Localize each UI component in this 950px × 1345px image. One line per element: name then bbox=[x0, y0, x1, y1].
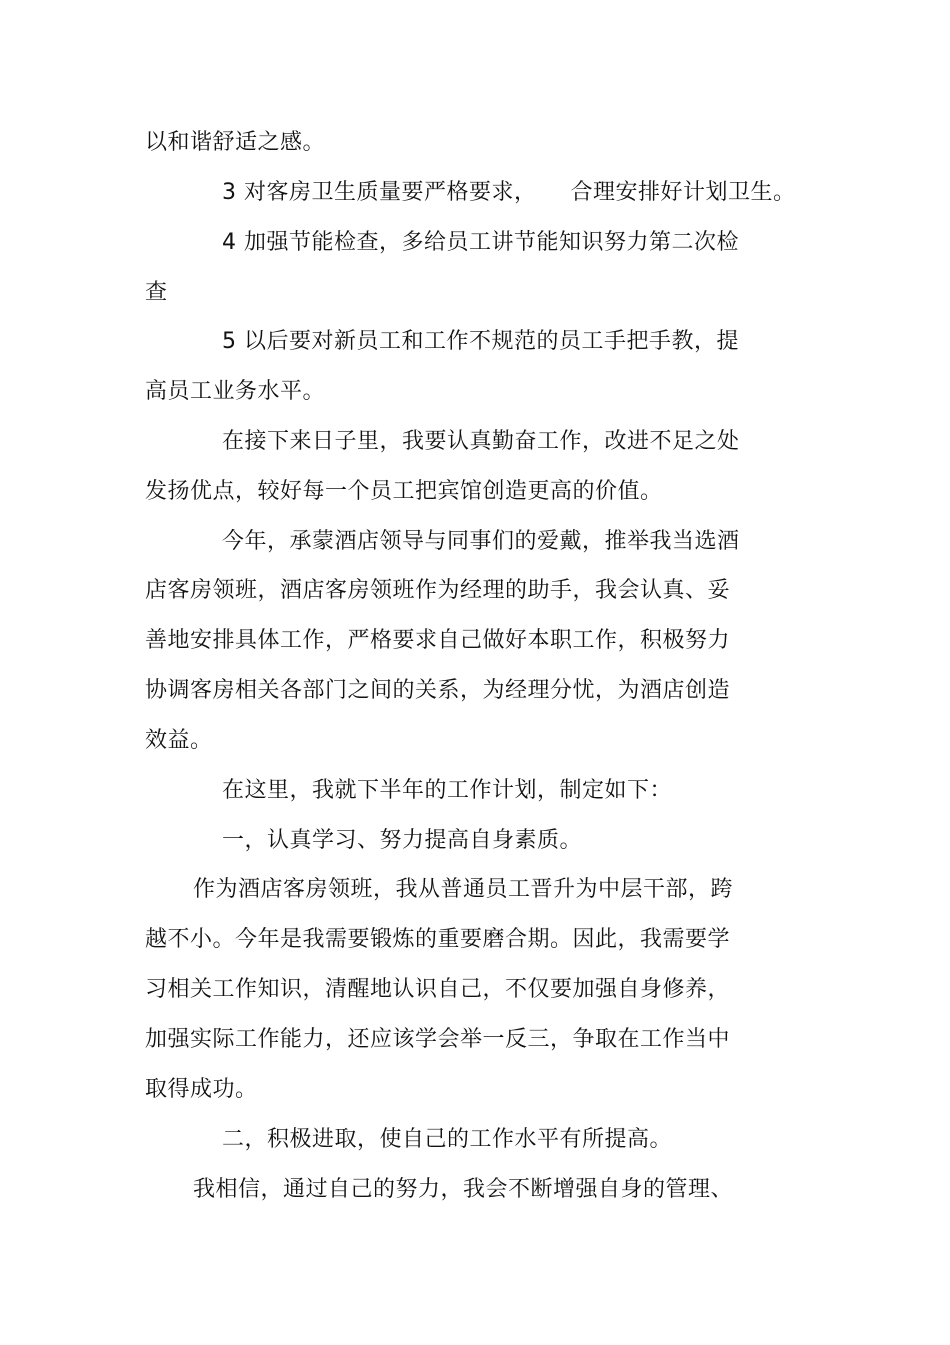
text-line: 以和谐舒适之感。 bbox=[145, 130, 326, 155]
section-heading: 一，认真学习、努力提高自身素质。 bbox=[222, 828, 583, 853]
text-line: 店客房领班，酒店客房领班作为经理的助手，我会认真、妥 bbox=[145, 578, 731, 603]
section-heading: 二，积极进取，使自己的工作水平有所提高。 bbox=[222, 1127, 673, 1152]
text-line: 作为酒店客房领班，我从普通员工晋升为中层干部，跨 bbox=[193, 877, 734, 902]
text-line: 4 加强节能检查，多给员工讲节能知识努力第二次检 bbox=[222, 230, 739, 255]
text-line: 在这里，我就下半年的工作计划，制定如下： bbox=[222, 778, 673, 803]
text-line: 习相关工作知识，清醒地认识自己，不仅要加强自身修养， bbox=[145, 977, 731, 1002]
text-line: 效益。 bbox=[145, 728, 213, 753]
text-line: 越不小。今年是我需要锻炼的重要磨合期。因此，我需要学 bbox=[145, 927, 731, 952]
text-line: 取得成功。 bbox=[145, 1077, 258, 1102]
text-line: 今年，承蒙酒店领导与同事们的爱戴，推举我当选酒 bbox=[222, 529, 740, 554]
text-line: 我相信，通过自己的努力，我会不断增强自身的管理、 bbox=[193, 1177, 734, 1202]
text-line: 查 bbox=[145, 280, 168, 305]
text-line: 在接下来日子里，我要认真勤奋工作，改进不足之处 bbox=[222, 429, 740, 454]
text-line: 加强实际工作能力，还应该学会举一反三，争取在工作当中 bbox=[145, 1027, 731, 1052]
text-line: 善地安排具体工作，严格要求自己做好本职工作，积极努力 bbox=[145, 628, 731, 653]
text-line: 3 对客房卫生质量要严格要求， 合理安排好计划卫生。 bbox=[222, 180, 796, 205]
text-line: 5 以后要对新员工和工作不规范的员工手把手教，提 bbox=[222, 329, 739, 354]
text-line: 协调客房相关各部门之间的关系，为经理分忧，为酒店创造 bbox=[145, 678, 731, 703]
text-line: 高员工业务水平。 bbox=[145, 379, 326, 404]
text-line: 发扬优点，较好每一个员工把宾馆创造更高的价值。 bbox=[145, 479, 663, 504]
